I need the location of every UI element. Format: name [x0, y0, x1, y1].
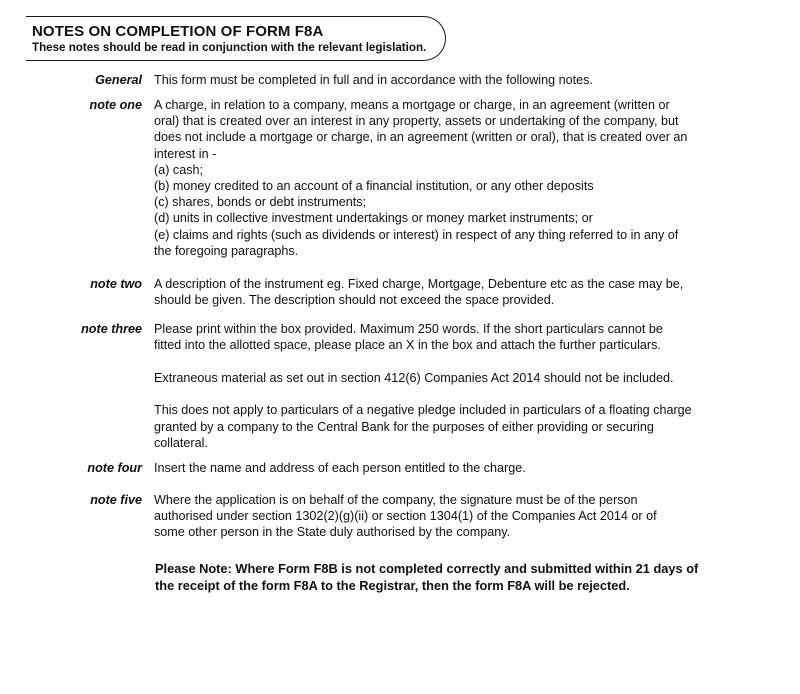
please-note-line: Please Note: Where Form F8B is not completed correctly and submitted within 21 days of — [155, 561, 699, 576]
note-line: authorised under section 1302(2)(g)(ii) or section 1304(1) of the Companies Act 2014 or of — [154, 509, 657, 524]
note-body — [154, 97, 754, 259]
note-body — [154, 276, 754, 308]
note-line: This form must be completed in full and in accordance with the following notes. — [154, 73, 593, 87]
please-note-warning — [155, 560, 755, 594]
note-label: note three — [81, 322, 142, 336]
note-line: interest in - — [154, 146, 217, 161]
note-line: fitted into the allotted space, please place an X in the box and attach the further particulars. — [154, 338, 661, 353]
note-line: (d) units in collective investment undertakings or money market instruments; or — [154, 211, 593, 226]
note-line: Extraneous material as set out in section 412(6) Companies Act 2014 should not be included. — [154, 370, 674, 385]
note-body — [154, 492, 754, 541]
note-line: some other person in the State duly authorised by the company. — [154, 525, 511, 540]
note-line: (a) cash; — [154, 162, 203, 177]
note-line: This does not apply to particulars of a negative pledge included in particulars of a floating charge — [154, 403, 692, 418]
page-subtitle: These notes should be read in conjunction with the relevant legislation. — [32, 41, 427, 54]
note-label: note four — [87, 461, 142, 475]
note-line: A charge, in relation to a company, means a mortgage or charge, in an agreement (written or — [154, 98, 670, 112]
note-line: (e) claims and rights (such as dividends or interest) in respect of any thing referred to in any of — [154, 227, 679, 242]
note-line: does not include a mortgage or charge, in an agreement (written or oral), that is created over an — [154, 130, 688, 145]
note-line: collateral. — [154, 435, 208, 450]
note-body — [154, 460, 754, 476]
page-title: NOTES ON COMPLETION OF FORM F8A — [32, 23, 324, 40]
please-note-line: the receipt of the form F8A to the Registrar, then the form F8A will be rejected. — [155, 578, 630, 594]
note-line: granted by a company to the Central Bank for the purposes of either providing or securing — [154, 419, 654, 434]
note-line: the foregoing paragraphs. — [154, 243, 299, 258]
note-body — [154, 72, 754, 88]
note-body — [154, 321, 754, 451]
note-line: (b) money credited to an account of a financial institution, or any other deposits — [154, 179, 594, 194]
note-line: A description of the instrument eg. Fixed charge, Mortgage, Debenture etc as the case may be, — [154, 277, 684, 291]
note-line: (c) shares, bonds or debt instruments; — [154, 195, 367, 210]
note-label: General — [95, 73, 142, 87]
note-line: Where the application is on behalf of the company, the signature must be of the person — [154, 493, 638, 507]
note-label: note five — [90, 493, 142, 507]
note-line: oral) that is created over an interest in any property, assets or undertaking of the company, but — [154, 114, 679, 129]
note-label: note two — [90, 277, 142, 291]
note-label: note one — [89, 98, 142, 112]
note-line: Please print within the box provided. Maximum 250 words. If the short particulars cannot be — [154, 322, 663, 336]
note-line: Insert the name and address of each person entitled to the charge. — [154, 461, 526, 475]
note-line: should be given. The description should not exceed the space provided. — [154, 293, 555, 308]
